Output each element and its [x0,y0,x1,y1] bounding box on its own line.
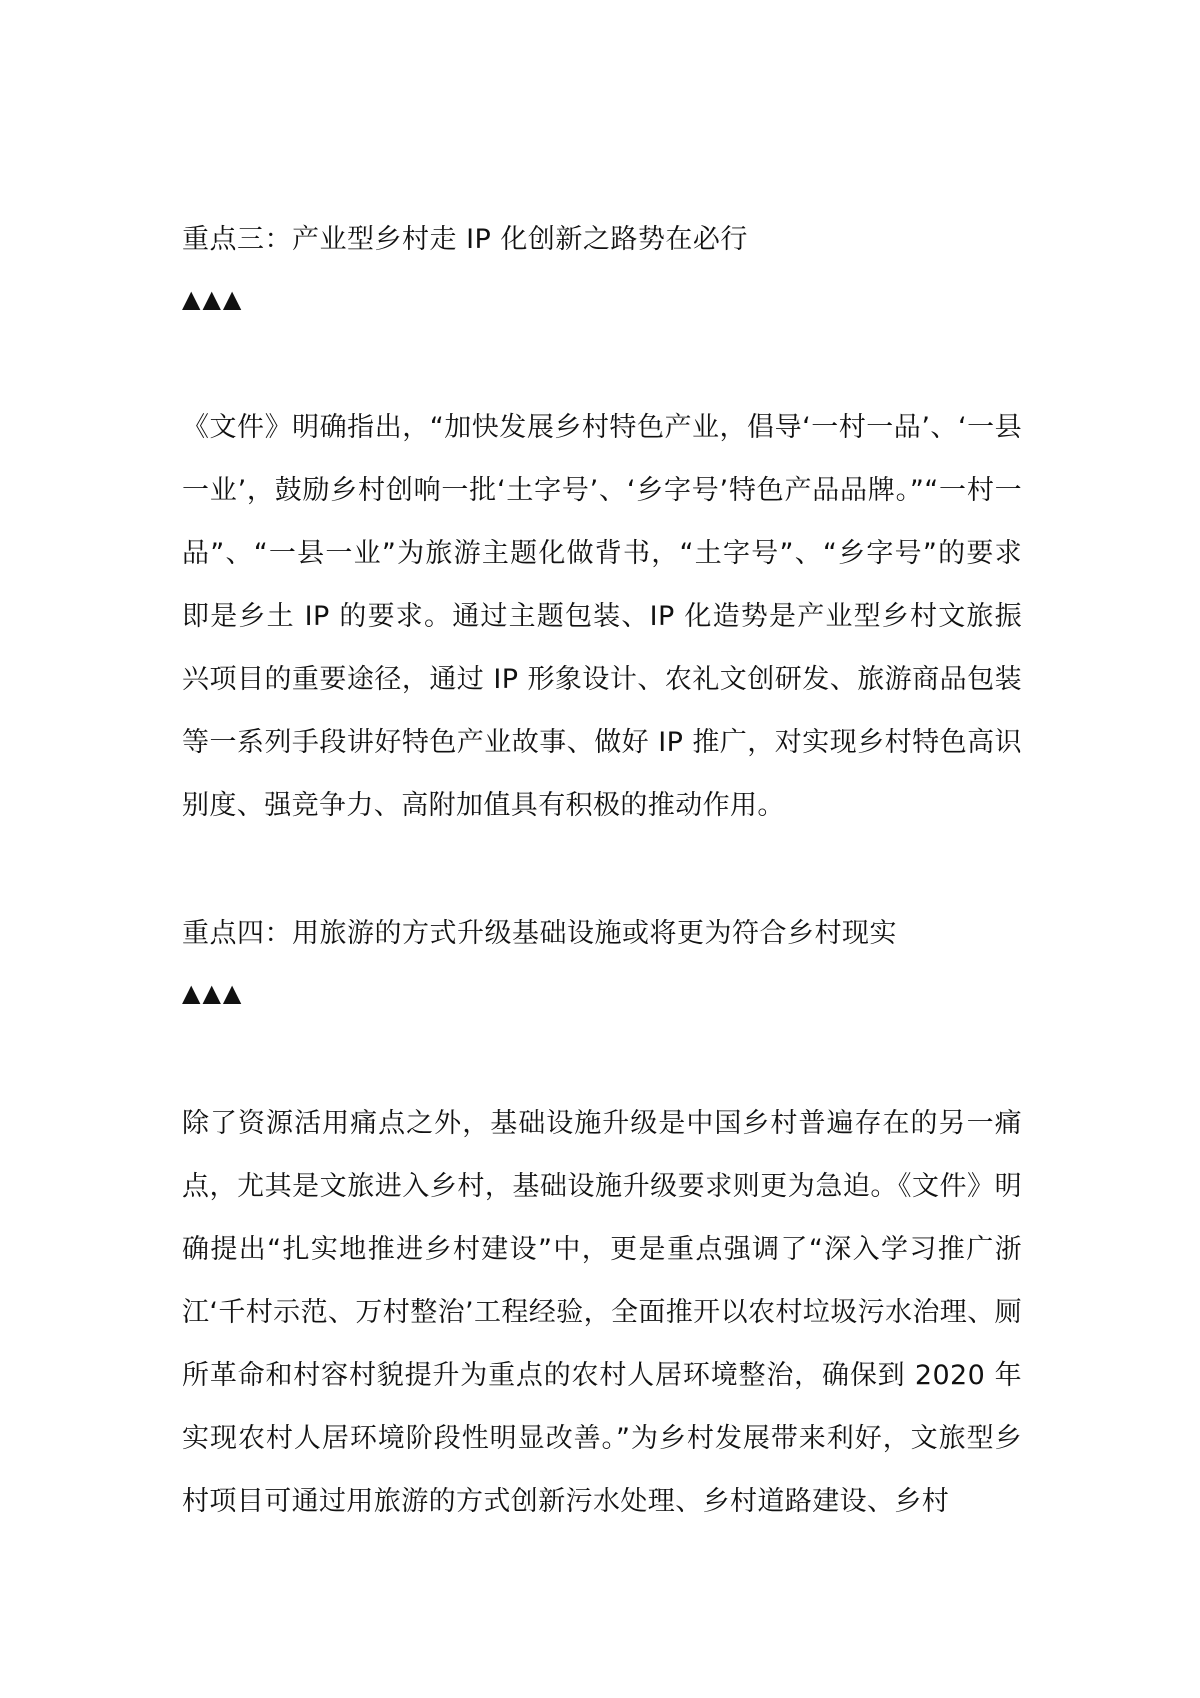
section-4-body [182,1092,1022,1533]
section-3-body [182,396,1022,837]
section-3-triangle-markers: ▲▲▲ [182,285,244,313]
section-4-heading: 重点四：用旅游的方式升级基础设施或将更为符合乡村现实 [182,918,897,949]
section-4-paragraph: 除了资源活用痛点之外，基础设施升级是中国乡村普遍存在的另一痛点，尤其是文旅进入乡村，基础设施升级要求则更为急迫。《文件》明确提出“扎实地推进乡村建设”中，更是重点强调了“深入学习推广浙江‘千村示范、万村整治’工程经验，全面推开以农村垃圾污水治理、厕所革命和村容村貌提升为重点的农村人居环境整治，确保到 2020 年实现农村人居环境阶段性明显改善。”为乡村发展带来利好，文旅型乡村项目可通过用旅游的方式创新污水处理、乡村道路建设、乡村 [182,1108,1022,1517]
section-3-heading: 重点三：产业型乡村走 IP 化创新之路势在必行 [182,224,748,255]
section-4-triangle-markers: ▲▲▲ [182,979,244,1007]
section-3-header [182,220,1022,314]
section-3-paragraph: 《文件》明确指出，“加快发展乡村特色产业，倡导‘一村一品’、‘一县一业’，鼓励乡村创响一批‘土字号’、‘乡字号’特色产品品牌。”“一村一品”、“一县一业”为旅游主题化做背书，“土字号”、“乡字号”的要求即是乡土 IP 的要求。通过主题包装、IP 化造势是产业型乡村文旅振兴项目的重要途径，通过 IP 形象设计、农礼文创研发、旅游商品包装等一系列手段讲好特色产业故事、做好 IP 推广，对实现乡村特色高识别度、强竞争力、高附加值具有积极的推动作用。 [182,412,1022,821]
section-4-header [182,914,1022,1008]
